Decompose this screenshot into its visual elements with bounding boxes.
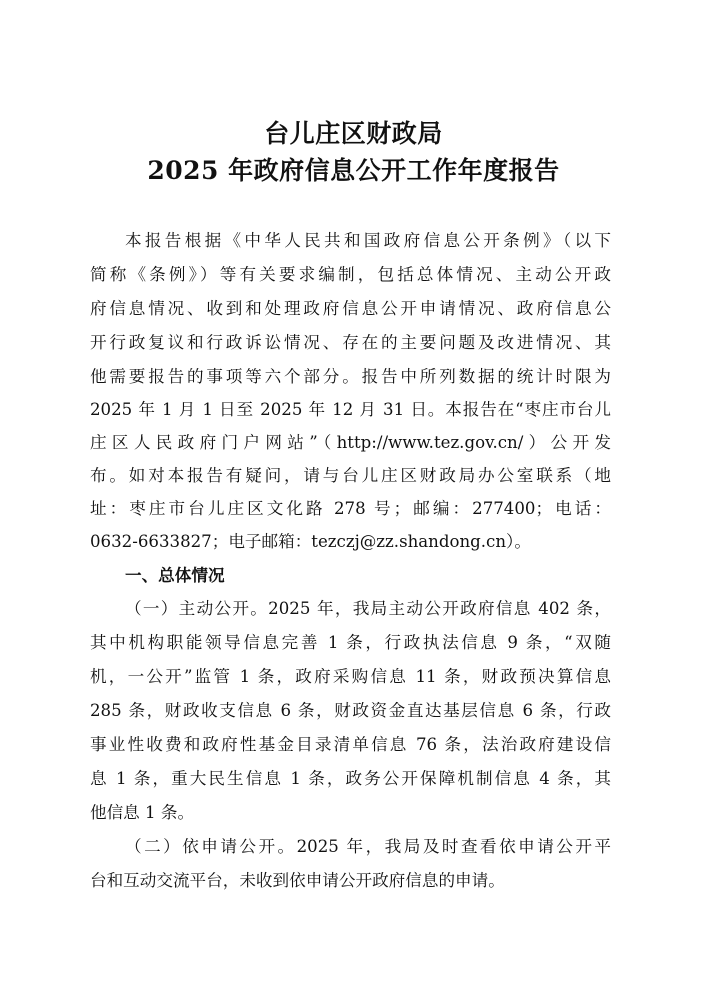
sub2-line: （二）依申请公开。2025 年，我局及时查看依申请公开平 (125, 837, 611, 856)
intro-line: 开行政复议和行政诉讼情况、存在的主要问题及改进情况、其 (90, 333, 611, 352)
sub2-line: 台和互动交流平台，未收到依申请公开政府信息的申请。 (90, 871, 505, 890)
document-title-line-2: 2025 年政府信息公开工作年度报告 (147, 156, 560, 185)
intro-line: 本报告根据《中华人民共和国政府信息公开条例》（以下 (125, 231, 611, 250)
sub1-line: 机，一公开”监管 1 条，政府采购信息 11 条，财政预决算信息 (90, 667, 611, 686)
intro-line: 址：枣庄市台儿庄区文化路 278 号；邮编：277400；电话： (90, 499, 611, 518)
intro-line: 庄区人民政府门户网站”（http://www.tez.gov.cn/）公开发 (90, 433, 611, 452)
sub1-line: 他信息 1 条。 (90, 803, 195, 822)
intro-line: 布。如对本报告有疑问，请与台儿庄区财政局办公室联系（地 (90, 466, 611, 485)
sub1-line: 事业性收费和政府性基金目录清单信息 76 条，法治政府建设信 (90, 735, 611, 754)
sub1-line: 285 条，财政收支信息 6 条，财政资金直达基层信息 6 条，行政 (90, 701, 611, 720)
sub1-line: 其中机构职能领导信息完善 1 条，行政执法信息 9 条，“双随 (90, 633, 611, 652)
sub1-line: 息 1 条，重大民生信息 1 条，政务公开保障机制信息 4 条，其 (90, 769, 611, 788)
sub1-line: （一）主动公开。2025 年，我局主动公开政府信息 402 条， (125, 599, 611, 618)
section-heading: 一、总体情况 (125, 566, 225, 585)
document-title-line-1: 台儿庄区财政局 (264, 119, 443, 148)
intro-line: 简称《条例》）等有关要求编制，包括总体情况、主动公开政 (90, 265, 611, 284)
intro-line: 0632-6633827；电子邮箱：tezczj@zz.shandong.cn）。 (90, 532, 531, 551)
intro-line: 他需要报告的事项等六个部分。报告中所列数据的统计时限为 (90, 367, 611, 386)
intro-line: 2025 年 1 月 1 日至 2025 年 12 月 31 日。本报告在“枣庄市台儿 (90, 400, 611, 419)
intro-line: 府信息情况、收到和处理政府信息公开申请情况、政府信息公 (90, 299, 611, 318)
